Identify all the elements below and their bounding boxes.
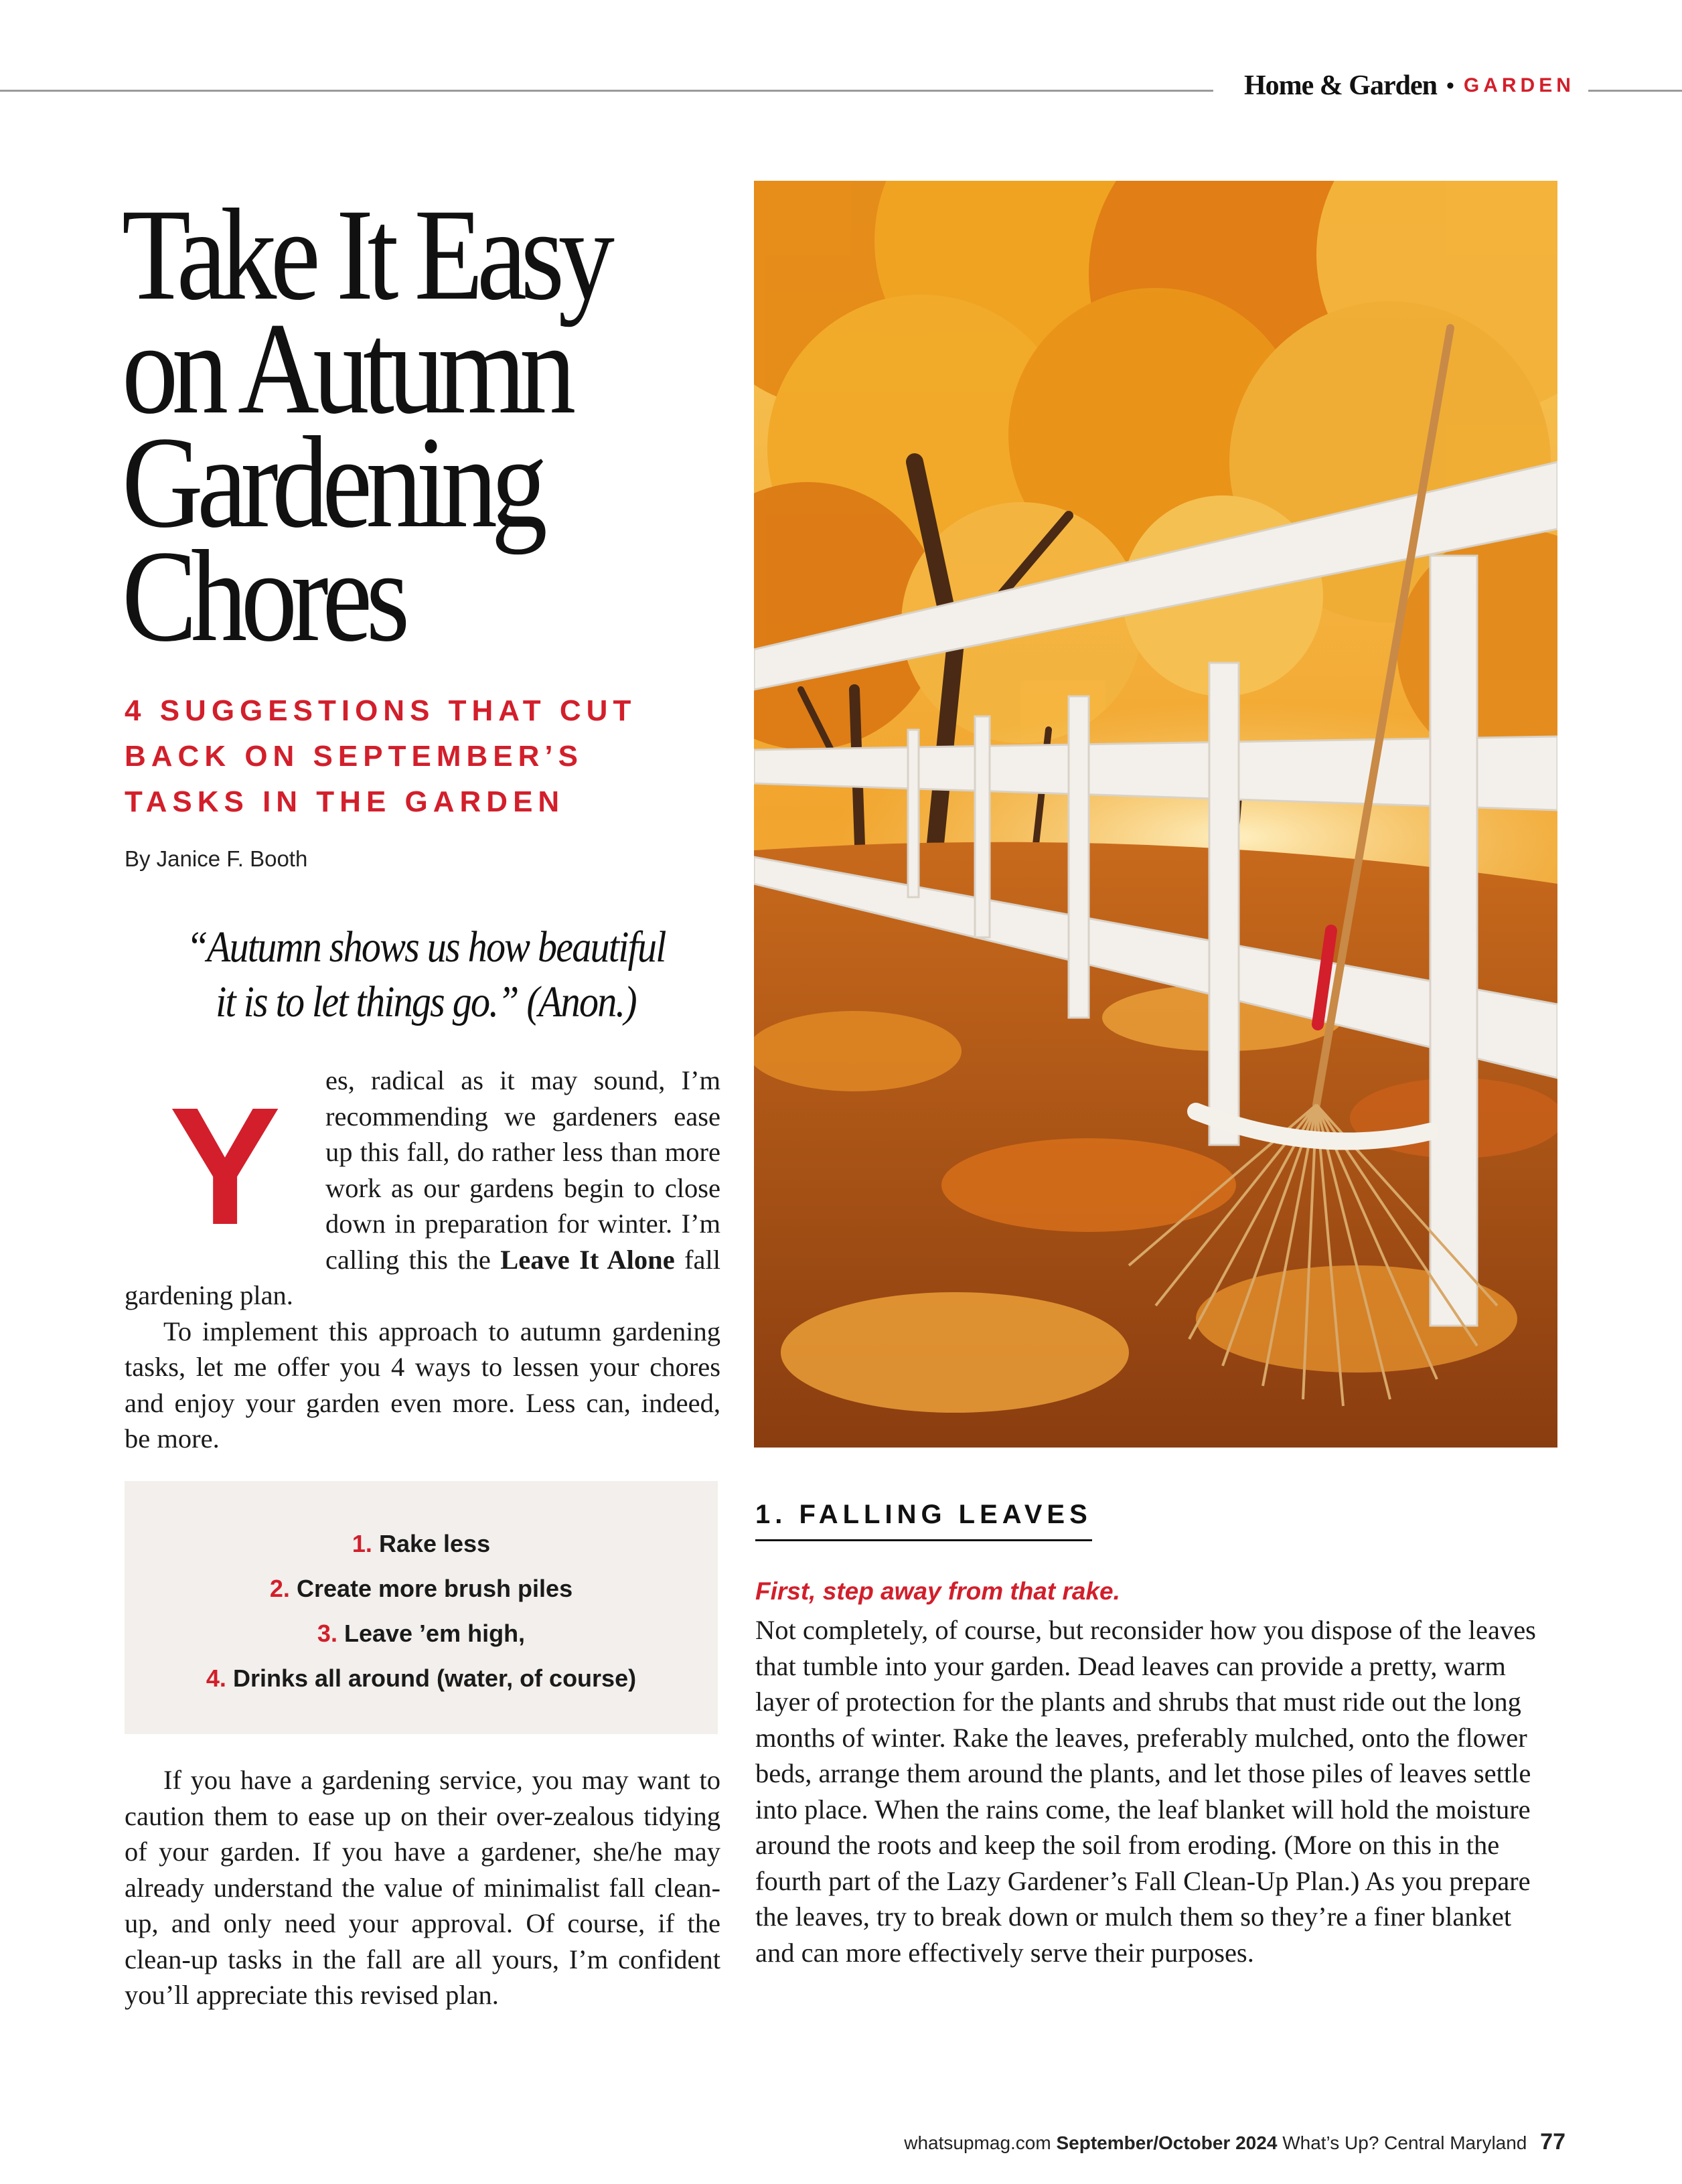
suggestions-list: [125, 1481, 718, 1701]
drop-cap: Y: [169, 1073, 281, 1259]
list-item: [125, 1566, 718, 1611]
section-heading: 1. FALLING LEAVES: [755, 1500, 1092, 1541]
title-line: Chores: [122, 524, 404, 669]
subtitle-line: TASKS IN THE GARDEN: [125, 785, 565, 818]
service-paragraph: [125, 1762, 720, 2013]
section-lead: First, step away from that rake.: [755, 1577, 1120, 1605]
brand-label: Home & Garden: [1244, 70, 1437, 101]
section-body-text: Not completely, of course, but reconsider how you dispose of the leaves that tumble into your garden. Dead leaves can provide a pretty, warm layer of protection for the plants and shrubs that must ride out the long months of winter. Rake the leaves, preferably mulched, onto the flower beds, arrange them around the plants, and let those piles of leaves settle into place. When the rains come, the leaf blanket will hold the moisture around the roots and keep the soil from eroding. (More on this in the fourth part of the Lazy Gardener’s Fall Clean-Up Plan.) As you prepare the leaves, try to break down or mulch them so they’re a finer blanket and can more effectively serve their purposes.: [755, 1615, 1536, 1968]
page-footer: [858, 2129, 1565, 2155]
list-number: 1.: [352, 1530, 372, 1557]
intro-sentence: es, radical as it may sound, I’m recommending we gardeners ease up this fall, do rather less than more work as our gardens begin to close down in preparation for winter. I’m calling this the: [325, 1065, 720, 1275]
list-text: Leave ’em high,: [343, 1620, 526, 1647]
byline: By Janice F. Booth: [125, 846, 308, 871]
subtitle-line: BACK ON SEPTEMBER’S: [125, 740, 583, 773]
separator-dot: •: [1446, 72, 1454, 98]
article-subtitle: [125, 688, 700, 825]
title-line: Gardening: [122, 410, 542, 555]
intro-tail: fall gardening plan.: [125, 1244, 721, 1310]
list-item: [125, 1656, 718, 1701]
article-title: [122, 182, 609, 669]
footer-publication: What’s Up? Central Maryland: [1282, 2132, 1527, 2153]
section-label: GARDEN: [1463, 74, 1575, 96]
suggestions-box: [125, 1481, 718, 1734]
list-text: Drinks all around (water, of course): [232, 1664, 637, 1692]
pull-quote: [161, 920, 691, 1030]
quote-line: it is to let things go.” (Anon.): [216, 978, 636, 1026]
plan-name: Leave It Alone: [500, 1244, 675, 1275]
subtitle-line: 4 SUGGESTIONS THAT CUT: [125, 694, 637, 727]
title-line: on Autumn: [122, 296, 570, 441]
service-text: If you have a gardening service, you may want to caution them to ease up on their over-zealous tidying of your garden. If you have a gardener, she/he may already understand the value of minimalist fall clean-up, and only need your approval. Of course, if the clean-up tasks in the fall are all yours, I’m confident you’ll appreciate this revised plan.: [125, 1765, 720, 2010]
page-number: 77: [1540, 2129, 1565, 2155]
implement-paragraph: To implement this approach to autumn gardening tasks, let me offer you 4 ways to lessen your chores and enjoy your garden even more. Less can, indeed, be more.: [125, 1316, 720, 1454]
section-body: [755, 1612, 1552, 1970]
autumn-rake-photo: [754, 181, 1557, 1448]
list-number: 2.: [269, 1575, 290, 1602]
list-text: Create more brush piles: [296, 1575, 573, 1602]
header-rule-right: [1588, 90, 1682, 92]
footer-issue: September/October 2024: [1056, 2132, 1278, 2153]
intro-text: [125, 1063, 720, 1457]
list-number: 3.: [317, 1620, 337, 1647]
footer-site: whatsupmag.com: [904, 2132, 1051, 2153]
list-text: Rake less: [378, 1530, 491, 1557]
list-item: [125, 1611, 718, 1656]
title-line: Take It Easy: [122, 182, 609, 327]
header-rule-left: [0, 90, 1213, 92]
running-header: [1244, 70, 1579, 102]
list-item: [125, 1521, 718, 1566]
quote-line: “Autumn shows us how beautiful: [186, 923, 666, 971]
list-number: 4.: [206, 1664, 226, 1692]
